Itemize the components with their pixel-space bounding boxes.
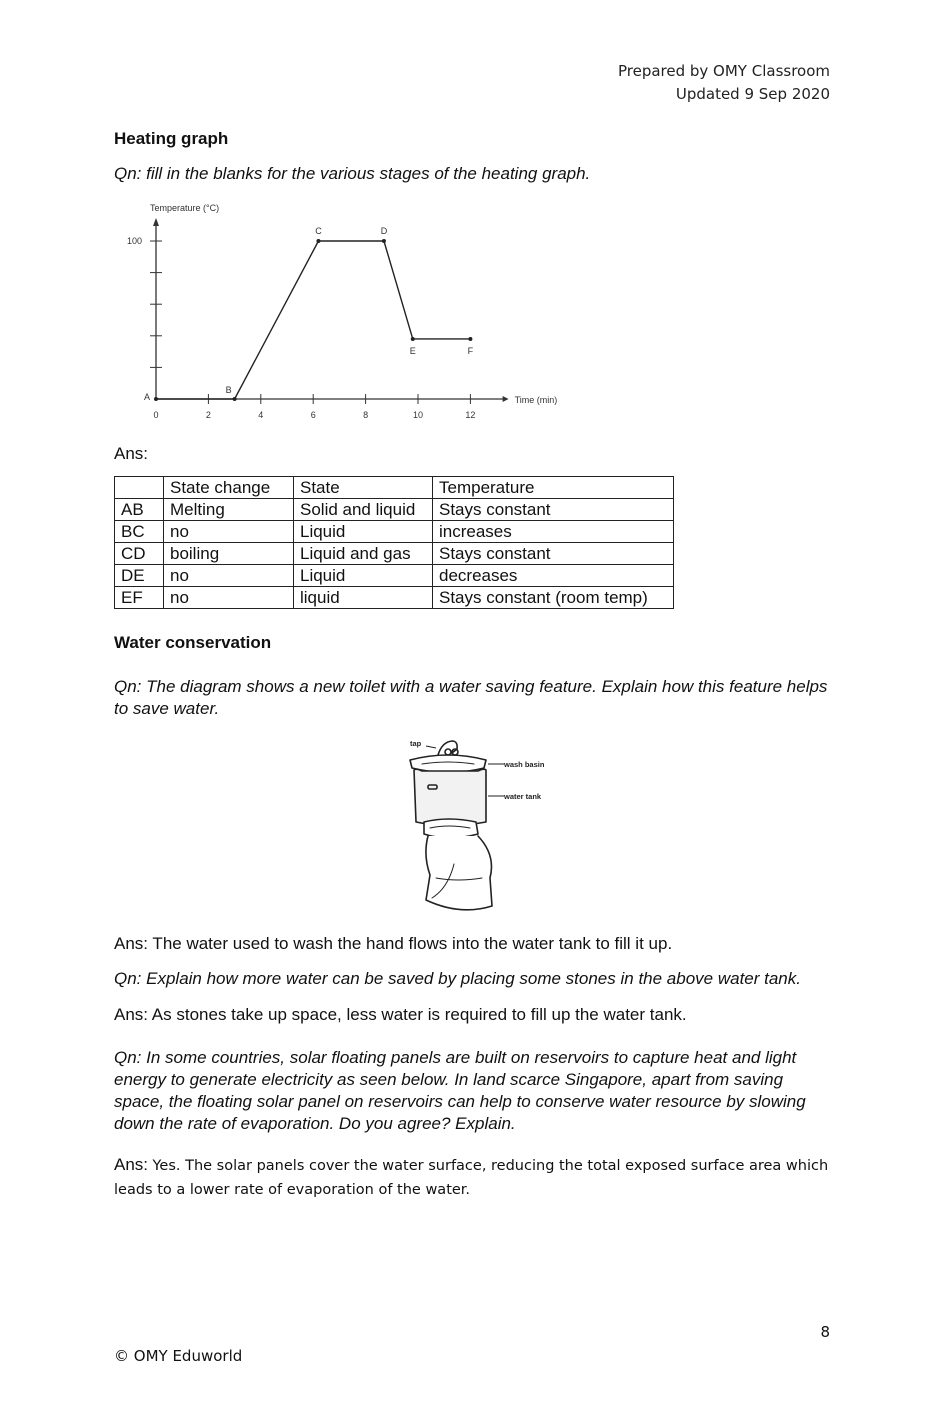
data-point-d xyxy=(382,239,386,243)
x-tick-label: 6 xyxy=(310,410,316,420)
y-tick-label: 100 xyxy=(126,236,142,246)
x-tick-label: 10 xyxy=(412,410,424,420)
y-axis-arrow xyxy=(153,218,159,226)
toilet-diagram xyxy=(408,730,558,920)
table-cell-state-change: no xyxy=(164,521,294,543)
table-cell-state: Liquid xyxy=(294,565,433,587)
table-cell-state: liquid xyxy=(294,587,433,609)
table-header-cell xyxy=(115,477,164,499)
heating-question: Qn: fill in the blanks for the various stages of the heating graph. xyxy=(114,164,591,183)
stones-question: Qn: Explain how more water can be saved by placing some stones in the above water tank. xyxy=(114,969,801,988)
x-tick-label: 12 xyxy=(465,410,476,420)
solar-panel-answer xyxy=(114,1153,830,1202)
table-cell-stage: AB xyxy=(115,499,164,521)
water-tank-icon xyxy=(414,769,486,825)
data-point-e xyxy=(411,337,415,341)
x-tick-label: 8 xyxy=(363,410,369,420)
heating-answer-label: Ans: xyxy=(114,444,149,463)
table-cell-stage: DE xyxy=(115,565,164,587)
table-cell-state-change: no xyxy=(164,565,294,587)
table-cell-temperature: Stays constant xyxy=(433,543,674,565)
heating-graph-heading: Heating graph xyxy=(114,129,229,148)
solar-answer-text: Yes. The solar panels cover the water surface, reducing the total exposed surface area which leads to a lower rate of evaporation of the water. xyxy=(114,1158,829,1198)
stones-answer: Ans: As stones take up space, less water is required to fill up the water tank. xyxy=(114,1005,687,1024)
toilet-bowl-icon xyxy=(426,836,492,910)
x-tick-label: 2 xyxy=(205,410,211,420)
point-label: C xyxy=(315,226,322,236)
water-tank-label: water tank xyxy=(504,792,542,801)
x-tick-label: 0 xyxy=(153,410,159,420)
x-axis-label: Time (min) xyxy=(514,395,558,405)
table-cell-state-change: Melting xyxy=(164,499,294,521)
state-change-table xyxy=(114,476,674,609)
toilet-question: Qn: The diagram shows a new toilet with a water saving feature. Explain how this feature helps to save water. xyxy=(114,677,828,718)
table-header-cell: Temperature xyxy=(433,477,674,499)
table-row xyxy=(115,565,674,587)
page-number: 8 xyxy=(820,1323,830,1341)
table-row xyxy=(115,543,674,565)
table-row xyxy=(115,499,674,521)
table-cell-stage: EF xyxy=(115,587,164,609)
table-header-cell: State change xyxy=(164,477,294,499)
point-label: E xyxy=(409,345,416,356)
table-cell-state-change: boiling xyxy=(164,543,294,565)
point-label: F xyxy=(467,345,474,356)
table-header-cell: State xyxy=(294,477,433,499)
data-point-a xyxy=(154,397,158,401)
heating-graph-chart xyxy=(112,196,558,432)
x-tick-label: 4 xyxy=(258,410,264,420)
table-row xyxy=(115,521,674,543)
heating-curve-line xyxy=(156,241,470,399)
solar-panel-question: Qn: In some countries, solar floating panels are built on reservoirs to capture heat and light energy to generate electricity as seen below. In land scarce Singapore, apart from saving space, the floating solar panel on reservoirs can help to conserve water resource by slowing down the rate of evaporation. Do you agree? Explain. xyxy=(114,1048,806,1133)
header-prepared-by: Prepared by OMY Classroom xyxy=(617,62,830,80)
header-updated-date: Updated 9 Sep 2020 xyxy=(675,85,830,103)
data-point-f xyxy=(468,337,472,341)
data-point-c xyxy=(316,239,320,243)
table-row xyxy=(115,587,674,609)
table-cell-state: Solid and liquid xyxy=(294,499,433,521)
tap-icon xyxy=(438,741,457,755)
table-cell-stage: BC xyxy=(115,521,164,543)
point-label: B xyxy=(225,385,232,395)
table-cell-state: Liquid and gas xyxy=(294,543,433,565)
water-conservation-heading: Water conservation xyxy=(114,633,272,652)
wash-basin-label: wash basin xyxy=(504,760,545,769)
point-label: A xyxy=(143,392,151,402)
data-point-b xyxy=(233,397,237,401)
solar-answer-label: Ans: xyxy=(114,1155,149,1174)
table-cell-temperature: Stays constant xyxy=(433,499,674,521)
table-cell-temperature: Stays constant (room temp) xyxy=(433,587,674,609)
point-label: D xyxy=(380,226,388,236)
table-cell-temperature: decreases xyxy=(433,565,674,587)
copyright-footer: © OMY Eduworld xyxy=(114,1347,243,1365)
table-cell-state: Liquid xyxy=(294,521,433,543)
tap-label: tap xyxy=(410,739,422,748)
table-cell-temperature: increases xyxy=(433,521,674,543)
y-axis-label: Temperature (°C) xyxy=(150,203,220,213)
table-header-row xyxy=(115,477,674,499)
x-axis-arrow xyxy=(503,396,509,402)
table-cell-stage: CD xyxy=(115,543,164,565)
table-cell-state-change: no xyxy=(164,587,294,609)
toilet-answer: Ans: The water used to wash the hand flows into the water tank to fill it up. xyxy=(114,934,673,953)
